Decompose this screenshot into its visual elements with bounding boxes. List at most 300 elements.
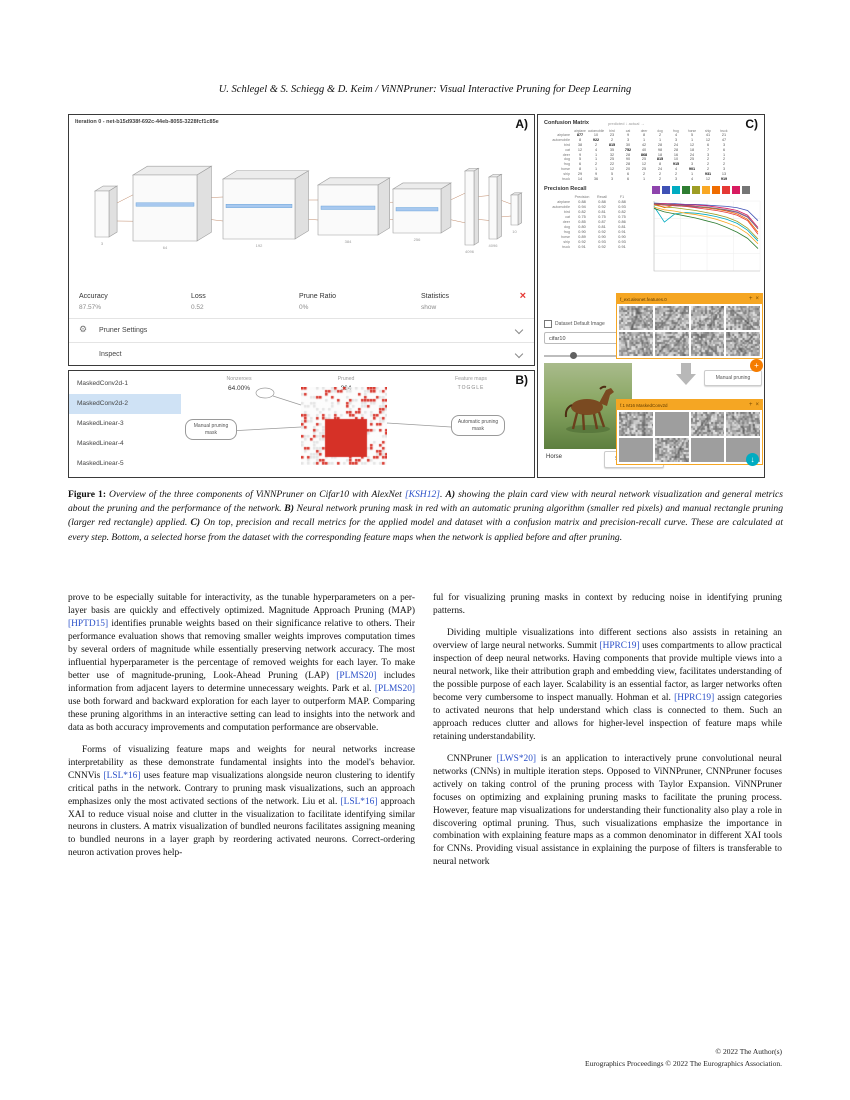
legend-swatch-dog [702, 186, 710, 194]
cm-col-label: horse [687, 129, 697, 133]
body-paragraph [433, 753, 782, 870]
citation[interactable]: [HPTD15] [68, 618, 109, 629]
text-segment: uses compartments to allow practical inspection of deep neural networks. Having components that provide multiple views into a neural network, like their attribution graph and embedding view, facilitates understanding of the possible purpose of each layer. Scalability is an essential factor, as larger networks often become very cumbersome to inspect manually. Hohman et al. [433, 640, 782, 703]
cm-row-label: bird [564, 142, 570, 147]
text-segment: identifies prunable weights based on their significance relative to others. Their performance evaluation shows that removing smaller weights improves computation times by several orders of magnitude while essentially preserving network accuracy. The most influential hyperparameter is the percentage of removed weights for each layer. To make better use of magnitude-pruning, Look-Ahead Pruning (LAP) [68, 618, 415, 681]
cm-cell: 2 [610, 138, 614, 143]
cm-cell: 1 [642, 176, 646, 181]
text-segment: use both forward and backward exploration for each layer to outperform MAP. Comparing these pruning algorithms in an interactive setting can lead to insights into the network and data as both accuracy improvements and computation performance are observable. [68, 696, 415, 733]
plus-icon[interactable]: + [748, 296, 753, 302]
cm-cell: 2 [674, 171, 678, 176]
text-segment: prove to be especially suitable for interactivity, as the tunable hyperparameters on a per-layer basis are quickly and effectively optimized. Magnitude Approach Pruning (MAP) [68, 593, 415, 616]
citation[interactable]: [PLMS20] [374, 683, 415, 694]
feature-panel-header[interactable] [617, 400, 762, 410]
cm-row-label: frog [563, 162, 570, 167]
pr-row-label: dog [564, 224, 570, 229]
precision-recall-table [544, 195, 632, 249]
cm-cell: 2 [594, 162, 598, 167]
stat-nonzeroes: Nonzeroes 64.00% [226, 376, 252, 392]
cm-cell: 13 [721, 171, 727, 176]
citation[interactable]: [PLMS20] [336, 670, 377, 681]
cm-cell: 2 [722, 157, 726, 162]
text-segment: Overview of the three components of ViNNPruner on Cifar10 with AlexNet [109, 489, 405, 500]
pr-cell: 0.92 [598, 244, 606, 249]
plus-icon[interactable]: + [748, 402, 753, 408]
metric-value: 0% [299, 304, 309, 311]
pruning-mask[interactable] [301, 387, 387, 465]
feature-map-tile [655, 306, 689, 330]
pr-cell: 0.94 [578, 204, 586, 209]
svg-text:4096: 4096 [465, 249, 474, 254]
pr-row-label: horse [561, 234, 570, 239]
cm-row-label: ship [563, 171, 570, 176]
feature-map-tile [691, 412, 725, 436]
add-badge-button[interactable]: + [750, 359, 763, 372]
body-paragraph [433, 592, 782, 618]
footer [585, 1046, 782, 1069]
body-paragraph [68, 592, 415, 735]
stat-pruned: Pruned [337, 376, 355, 382]
pr-cell: 0.92 [598, 229, 606, 234]
cm-cell: 922 [592, 138, 600, 143]
cm-cell: 3 [722, 166, 726, 171]
body-column-right [433, 592, 782, 869]
metric-label: Prune Ratio [299, 293, 336, 300]
citation[interactable]: [HPRC19] [674, 692, 715, 703]
pr-cell: 0.90 [578, 229, 586, 234]
svg-text:10: 10 [512, 229, 517, 234]
pr-row-label: cat [565, 214, 570, 219]
feature-panel-title: f_ext.alexnet.features.0 [620, 296, 667, 302]
pr-row-label: deer [562, 219, 570, 224]
pr-cell: 0.90 [618, 234, 626, 239]
pr-col-label: Precision [574, 195, 590, 199]
text-segment: C) [190, 517, 201, 529]
layer-item[interactable]: MaskedLinear-5 [77, 460, 124, 467]
pr-cell: 0.80 [578, 224, 586, 229]
cm-col-label: airplane [574, 129, 586, 133]
cm-cell: 18 [689, 147, 695, 152]
text-segment: ful for visualizing pruning masks in context by reducing noise in identifying pruning patterns. [433, 593, 782, 616]
cm-cell: 25 [641, 157, 647, 162]
cm-cell: 12 [641, 162, 647, 167]
cm-cell: 47 [721, 138, 727, 143]
pr-cell: 0.93 [618, 239, 626, 244]
layer-item[interactable]: MaskedConv2d-1 [77, 380, 128, 387]
cm-col-label: bird [609, 129, 615, 133]
close-icon[interactable]: × [755, 402, 759, 408]
text-segment: Figure 1: [68, 489, 110, 500]
cm-cell: 2 [594, 142, 598, 147]
cm-cell: 3 [610, 176, 614, 181]
chevron-down-icon[interactable] [515, 326, 523, 334]
cm-cell: 5 [690, 133, 694, 138]
feature-map-tile [619, 332, 653, 356]
cm-cell: 2 [706, 162, 710, 167]
cm-cell: 2 [642, 171, 646, 176]
cm-cell: 1 [690, 171, 694, 176]
cm-cell: 915 [672, 162, 680, 167]
pr-cell: 0.85 [578, 219, 586, 224]
metric-value: 0.52 [191, 304, 204, 311]
cm-cell: 12 [705, 176, 711, 181]
cm-cell: 10 [593, 133, 599, 138]
divider [69, 342, 534, 343]
feature-map-tile [726, 332, 760, 356]
copyright-line: © 2022 The Author(s) [715, 1047, 782, 1056]
cm-cell: 3 [674, 176, 678, 181]
cm-row-label: cat [565, 147, 570, 152]
stat-feature-maps[interactable]: Feature maps TOGGLE [454, 376, 488, 391]
legend-swatch-truck [742, 186, 750, 194]
cm-cell: 2 [706, 166, 710, 171]
cm-cell: 23 [609, 133, 615, 138]
text-segment: includes information from adjacent layers to determine unnecessary weights. Park et al. [68, 670, 415, 694]
metric-statistics [421, 293, 449, 311]
dataset-default-checkbox[interactable] [544, 320, 552, 328]
class-legend [652, 186, 762, 194]
cm-cell: 3 [722, 142, 726, 147]
panel-c-label: C) [745, 117, 758, 131]
feature-map-pruned [655, 412, 689, 436]
cm-row-label: truck [562, 176, 570, 181]
cm-cell: 24 [689, 152, 695, 157]
cm-row-label: airplane [557, 133, 570, 138]
cm-cell: 752 [624, 147, 632, 152]
proceedings-line: Eurographics Proceedings © 2022 The Eurographics Association. [585, 1058, 782, 1068]
cm-cell: 1 [594, 152, 598, 157]
cm-cell: 8 [658, 162, 662, 167]
cm-cell: 2 [658, 176, 662, 181]
layer-list [69, 374, 181, 474]
automatic-mask-callout: Automatic pruning mask [451, 415, 505, 436]
cm-cell: 24 [673, 142, 679, 147]
pr-cell: 0.82 [578, 209, 586, 214]
panel-b [68, 370, 535, 478]
slider-thumb[interactable] [570, 352, 577, 359]
cm-cell: 14 [577, 176, 583, 181]
cm-row-label: dog [564, 157, 570, 162]
cm-cell: 3 [674, 138, 678, 143]
feature-map-grid [617, 304, 762, 358]
cm-cell: 98 [657, 147, 663, 152]
metric-label: Accuracy [79, 293, 108, 300]
cm-cell: 28 [625, 162, 631, 167]
legend-swatch-bird [672, 186, 680, 194]
citation[interactable]: [LSL*16] [103, 770, 141, 781]
text-segment: assign categories to activated neurons that help understand which class is connected to them. Such an approach reduces clutter and allows for higher-level inspection of feature maps while retaining understandability. [433, 692, 783, 742]
cm-col-label: dog [657, 129, 663, 133]
panel-a [68, 114, 535, 366]
cm-cell: 4 [674, 133, 678, 138]
text-segment: Dividing multiple visualizations into different sections also assists in retaining an overview of large neural networks. Summit [433, 627, 782, 651]
cm-cell: 12 [705, 138, 711, 143]
cm-cell: 41 [705, 133, 711, 138]
cm-cell: 29 [577, 171, 583, 176]
legend-swatch-automobile [662, 186, 670, 194]
metric-value: 87.57% [79, 304, 102, 311]
manual-mask-callout: Manual pruning mask [185, 419, 237, 440]
metric-value: show [421, 304, 437, 311]
cm-cell: 1 [658, 138, 662, 143]
cm-cell: 20 [625, 166, 631, 171]
pr-cell: 0.88 [598, 199, 606, 204]
body-paragraph [433, 627, 782, 744]
pr-cell: 0.75 [578, 214, 586, 219]
cm-cell: 25 [641, 166, 647, 171]
precision-recall-chart [652, 199, 762, 273]
cm-cell: 9 [626, 133, 630, 138]
cm-cell: 6 [626, 176, 630, 181]
cm-cell: 6 [626, 171, 630, 176]
svg-text:4096: 4096 [488, 243, 498, 248]
chevron-down-icon[interactable] [515, 350, 523, 358]
feature-map-grid [617, 410, 762, 464]
pr-cell: 0.93 [598, 239, 606, 244]
feature-panel-header[interactable] [617, 294, 762, 304]
feature-map-pruned [619, 438, 653, 462]
text-segment: Neural network pruning mask in red with an automatic pruning algorithm (smaller red pixels) and manual rectangle pruning (larger red rectangle) applied. [68, 503, 783, 529]
close-icon[interactable]: × [755, 296, 759, 302]
cm-col-label: deer [640, 129, 648, 133]
cm-cell: 2 [658, 171, 662, 176]
layer-item[interactable]: MaskedConv2d-2 [69, 394, 181, 414]
legend-swatch-airplane [652, 186, 660, 194]
text-segment: showing the plain card view with neural network visualization and general metrics about the pruning and the performance of the network. [68, 489, 784, 515]
cm-cell: 28 [625, 152, 631, 157]
inspect-label: Inspect [99, 351, 122, 358]
cm-cell: 6 [706, 142, 710, 147]
pr-cell: 0.93 [618, 204, 626, 209]
metric-accuracy [79, 293, 108, 311]
cm-cell: 42 [641, 142, 647, 147]
pr-cell: 0.82 [618, 209, 626, 214]
inspect-row[interactable] [69, 344, 534, 366]
pr-cell: 0.91 [578, 244, 586, 249]
citation[interactable]: [LWS*20] [496, 753, 537, 764]
panel-a-label: A) [515, 117, 528, 131]
cm-cell: 5 [610, 171, 614, 176]
pr-cell: 0.81 [618, 224, 626, 229]
cm-cell: 9 [594, 171, 598, 176]
cm-cell: 28 [673, 147, 679, 152]
svg-text:256: 256 [413, 237, 421, 242]
dataset-default-label: Dataset Default Image [555, 321, 605, 327]
cm-cell: 877 [576, 133, 584, 138]
feature-map-tile [655, 332, 689, 356]
panel-c [537, 114, 765, 478]
pr-row-label: bird [564, 209, 570, 214]
metric-label: Loss [191, 293, 206, 300]
cm-cell: 3 [626, 138, 630, 143]
legend-swatch-ship [732, 186, 740, 194]
pr-cell: 0.91 [618, 244, 626, 249]
cm-cell: 2 [722, 162, 726, 167]
cm-cell: 35 [609, 147, 615, 152]
cm-cell: 1 [594, 166, 598, 171]
cm-cell: 18 [657, 152, 663, 157]
pr-col-label: F1 [619, 195, 625, 199]
confusion-matrix-table [544, 129, 732, 181]
cm-cell: 9 [578, 152, 582, 157]
pr-cell: 0.81 [598, 224, 606, 229]
figure-caption [68, 488, 783, 545]
text-segment: uses feature map visualizations alongside neuron clustering to identify critical paths in the network. Contrary to pruning mask visualizations, such an approach emphasizes only the most activated sections of the network. Liu et al. [68, 770, 415, 807]
cm-cell: 25 [689, 157, 695, 162]
text-segment: B) [284, 503, 294, 515]
text-segment: A) [445, 489, 456, 500]
image-class-label: Horse [546, 454, 563, 460]
metric-loss [191, 293, 206, 311]
pruner-settings-row[interactable] [69, 320, 534, 342]
body-paragraph [68, 744, 415, 861]
confusion-matrix-title: Confusion Matrix [544, 120, 589, 126]
feature-map-tile [726, 306, 760, 330]
legend-swatch-horse [722, 186, 730, 194]
cm-col-label: ship [704, 129, 712, 133]
cm-cell: 2 [658, 133, 662, 138]
pr-row-label: frog [563, 229, 570, 234]
text-segment: On top, precision and recall metrics for the applied model and dataset with a confusion matrix and precision-recall curve. These are calculated at every step. Bottom, a selected horse from the dataset with the corresponding feature maps when the network is applied before and after pruning. [68, 517, 783, 543]
cm-col-label: automobile [588, 129, 604, 133]
feature-map-pruned [691, 438, 725, 462]
feature-map-tile [726, 412, 760, 436]
citation[interactable]: [HPRC19] [599, 640, 640, 651]
feature-map-tile [691, 306, 725, 330]
cm-cell: 901 [688, 166, 696, 171]
cm-cell: 868 [640, 152, 648, 157]
dataset-select-value: cifar10 [549, 336, 566, 342]
cm-cell: 4 [594, 147, 598, 152]
text-segment: CNNPruner [447, 753, 497, 764]
citation[interactable]: [KSH12] [404, 489, 441, 500]
cm-cell: 10 [673, 157, 679, 162]
running-head: U. Schlegel & S. Schiegg & D. Keim / ViNNPruner: Visual Interactive Pruning for Deep Learning [218, 84, 632, 95]
legend-swatch-deer [692, 186, 700, 194]
pruner-settings-label: Pruner Settings [99, 327, 148, 334]
svg-text:64: 64 [162, 245, 168, 250]
pr-cell: 0.90 [598, 234, 606, 239]
legend-swatch-frog [712, 186, 720, 194]
cm-cell: 28 [657, 142, 663, 147]
cm-cell: 1 [690, 138, 694, 143]
layer-item[interactable]: MaskedLinear-4 [77, 440, 124, 447]
cm-col-label: frog [673, 129, 679, 133]
pr-cell: 0.89 [578, 234, 586, 239]
pr-cell: 0.87 [598, 219, 606, 224]
svg-text:3: 3 [100, 241, 104, 246]
legend-swatch-cat [682, 186, 690, 194]
panel-b-label: B) [515, 373, 528, 387]
feature-panel-title: f.1 M16 MaskedConv2d [620, 402, 668, 408]
cm-cell: 24 [657, 166, 663, 171]
metric-prune-ratio [299, 293, 336, 311]
cm-row-label: horse [561, 166, 570, 171]
cm-cell: 2 [706, 157, 710, 162]
arrow-down-icon [681, 363, 691, 374]
feature-map-tile [691, 332, 725, 356]
cm-cell: 1 [642, 138, 646, 143]
cm-col-label: truck [720, 129, 728, 133]
manual-pruning-button[interactable]: Manual pruning [704, 370, 762, 386]
cm-col-label: cat [625, 129, 631, 133]
cm-cell: 6 [722, 147, 726, 152]
citation[interactable]: [LSL*16] [340, 796, 378, 807]
iteration-title: Iteration 0 - net-b15d938f-692c-44eb-8055-3228fcf1c85e [75, 119, 219, 125]
cm-row-label: deer [562, 152, 570, 157]
cm-cell: 7 [706, 147, 710, 152]
cm-cell: 4 [674, 166, 678, 171]
pr-row-label: ship [563, 239, 570, 244]
cm-cell: 40 [641, 147, 647, 152]
cm-cell: 38 [577, 142, 583, 147]
pr-row-label: truck [562, 244, 570, 249]
cm-cell: 36 [593, 176, 599, 181]
cm-cell: 16 [673, 152, 679, 157]
cm-cell: 5 [578, 157, 582, 162]
cm-cell: 8 [578, 138, 582, 143]
cm-cell: 25 [609, 157, 615, 162]
feature-map-tile [619, 412, 653, 436]
confusion-matrix-axes: predicted ↓ actual → [608, 121, 645, 126]
cm-cell: 12 [577, 147, 583, 152]
pr-cell: 0.88 [618, 199, 626, 204]
pr-cell: 0.75 [598, 214, 606, 219]
cm-cell: 30 [625, 142, 631, 147]
divider [69, 318, 534, 319]
pr-row-label: automobile [552, 204, 570, 209]
svg-text:192: 192 [255, 243, 263, 248]
cm-cell: 22 [609, 162, 615, 167]
close-icon[interactable]: × [519, 290, 526, 302]
feature-maps-panel-after [616, 399, 763, 465]
cm-cell: 815 [608, 142, 616, 147]
text-segment: Forms of visualizing feature maps and weights for neural networks increase interpretability as these demonstrate fundamental insights into the model's behavior. CNNVis [68, 744, 415, 781]
cm-cell: 3 [690, 162, 694, 167]
feature-map-tile [655, 438, 689, 462]
body-column-left [68, 592, 415, 860]
feature-maps-panel-before [616, 293, 763, 359]
layer-item[interactable]: MaskedLinear-3 [77, 420, 124, 427]
cm-cell: 8 [578, 166, 582, 171]
text-segment: . [440, 489, 446, 500]
arrow-down-icon [676, 374, 696, 385]
cm-cell: 8 [642, 133, 646, 138]
cm-cell: 21 [721, 133, 727, 138]
download-badge-button[interactable]: ↓ [746, 453, 759, 466]
pr-cell: 0.92 [598, 204, 606, 209]
pr-cell: 0.91 [618, 229, 626, 234]
figure-1 [68, 114, 765, 478]
pr-row-label: airplane [557, 199, 570, 204]
svg-text:384: 384 [344, 239, 352, 244]
cm-cell: 1 [722, 152, 726, 157]
network-visualization[interactable] [77, 133, 529, 285]
pr-cell: 0.92 [578, 239, 586, 244]
cm-cell: 12 [609, 166, 615, 171]
text-segment: is an application to interactively prune convolutional neural networks (CNNs) in multiple iteration steps. Opposed to ViNNPruner, CNNPruner focuses actively on taking control of the pruning process with Taylor Expansion. ViNNPruner focuses on optimizing and explaining pruning masks to facilitate the pruning process. However, feature map visualizations for understanding their functionality also play a role in discovering optimal pruning. Thus, such visualizations emphasize the importance in combination with explaining feature maps as a common denominator in different XAI tools for CNNs. Providing visual assistance in explaining the purpose of filters is transferable to neural network [433, 753, 782, 868]
cm-cell: 90 [625, 157, 631, 162]
cm-cell: 3 [706, 152, 710, 157]
cm-cell: 1 [594, 157, 598, 162]
feature-map-tile [619, 306, 653, 330]
cm-cell: 815 [656, 157, 664, 162]
dataset-default-row[interactable] [544, 320, 605, 328]
cm-cell: 931 [704, 171, 712, 176]
cm-cell: 919 [720, 176, 728, 181]
pr-cell: 0.81 [598, 209, 606, 214]
cm-cell: 12 [689, 142, 695, 147]
